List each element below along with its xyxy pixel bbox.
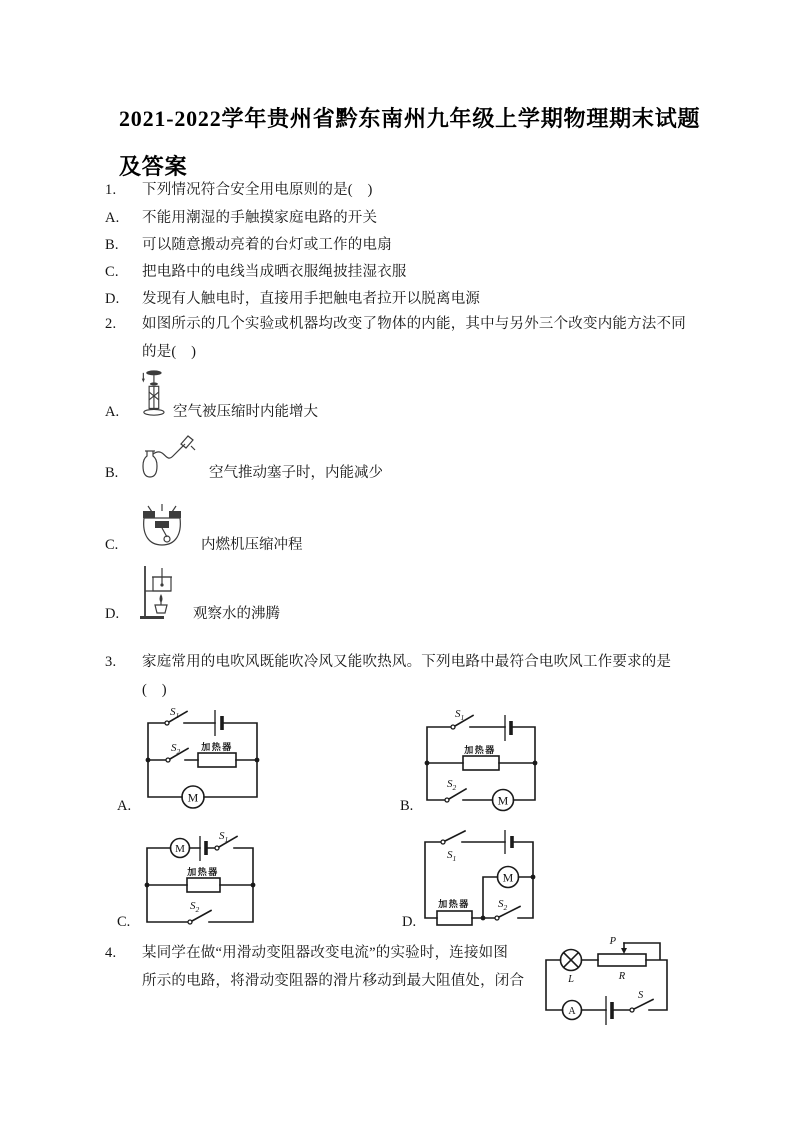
circuit-d-diagram: [420, 828, 538, 928]
q1-stem-text: 下列情况符合安全用电原则的是( ): [142, 182, 373, 198]
q2-number: 2.: [105, 316, 117, 332]
q2-option-c-text: 内燃机压缩冲程: [201, 537, 303, 553]
q3-number: 3.: [105, 654, 117, 670]
q4-stem-text2: 所示的电路，将滑动变阻器的滑片移动到最大阻值处，闭合: [142, 973, 525, 989]
q2-option-b-text: 空气推动塞子时，内能减少: [209, 465, 383, 481]
circuit-b-diagram: [420, 702, 540, 812]
switch-s1-label: $S_1$: [219, 830, 229, 844]
rheostat-label: R: [618, 971, 626, 982]
q1-option-a-label: A.: [105, 210, 120, 226]
circuit-c-diagram: [140, 828, 260, 930]
junction-dot: [251, 883, 256, 888]
q4-stem-text1: 某同学在做“用滑动变阻器改变电流”的实验时，连接如图: [142, 945, 509, 961]
junction-dot: [425, 761, 430, 766]
q1-option-c-text: 把电路中的电线当成晒衣服绳披挂湿衣服: [142, 264, 407, 280]
boiling-water-icon: [139, 564, 175, 621]
junction-dot: [531, 875, 536, 880]
heater-box: [198, 753, 236, 767]
heater-box: [437, 911, 472, 925]
q2-option-b: [105, 434, 383, 480]
circuit-b-wires: [427, 727, 535, 800]
motor-label: M: [175, 843, 185, 855]
motor-label: M: [187, 790, 199, 805]
junction-dot: [146, 758, 151, 763]
lamp-label: L: [568, 974, 574, 985]
junction-dot: [481, 916, 486, 921]
switch-s2-icon: [188, 911, 211, 925]
q2-option-d-text: 观察水的沸腾: [193, 606, 280, 622]
slider-label: P: [609, 936, 616, 947]
lamp-icon: [561, 950, 582, 971]
q3-circuit-c-label: C.: [117, 914, 131, 930]
flask-drawing: [143, 436, 195, 477]
page-title-line2: 及答案: [119, 154, 188, 179]
q1-option-b: [105, 233, 392, 254]
q2-option-a: [105, 369, 318, 419]
q2-option-a-label: A.: [105, 404, 120, 420]
q1-option-c-label: C.: [105, 264, 119, 280]
q3-stem-text2: ( ): [142, 682, 167, 698]
battery-icon: [606, 996, 612, 1025]
q1-option-c: [105, 260, 407, 281]
junction-dot: [255, 758, 260, 763]
heater-label: 加热器: [464, 745, 496, 755]
heater-label: 加热器: [438, 899, 470, 909]
heater-label: 加热器: [187, 867, 219, 877]
page-title: [119, 95, 719, 191]
junction-dot: [533, 761, 538, 766]
q1-option-a: [105, 206, 377, 227]
q1-stem: [105, 178, 373, 199]
q4-number: 4.: [105, 945, 117, 961]
circuit-a-diagram: [140, 702, 265, 812]
q2-option-d-label: D.: [105, 606, 120, 622]
q2-option-d: [105, 564, 280, 621]
q2-stem: [105, 312, 686, 333]
ammeter-label: A: [568, 1006, 576, 1017]
q3-stem-text1: 家庭常用的电吹风既能吹冷风又能吹热风。下列电路中最符合电吹风工作要求的是: [142, 654, 672, 670]
circuit-a-wires: [148, 723, 257, 797]
switch-s2-label: $S_2$: [171, 742, 181, 756]
q1-option-a-text: 不能用潮湿的手触摸家庭电路的开关: [142, 210, 378, 226]
switch-s2-label: $S_2$: [498, 898, 508, 912]
motor-icon: [171, 839, 190, 858]
rheostat-icon: [598, 943, 646, 966]
q1-option-b-text: 可以随意搬动亮着的台灯或工作的电扇: [142, 237, 392, 253]
switch-s1-label: $S_1$: [455, 708, 465, 722]
q3-circuit-d-label: D.: [402, 914, 417, 930]
battery-icon: [200, 836, 206, 861]
motor-label: M: [497, 793, 509, 808]
q2-stem-text2: 的是( ): [142, 344, 197, 360]
heater-box: [463, 756, 499, 770]
engine-drawing: [143, 504, 181, 545]
q2-option-c: [105, 503, 303, 552]
heater-box: [187, 878, 220, 892]
q3-circuit-b-label: B.: [400, 798, 414, 814]
q2-option-c-label: C.: [105, 537, 119, 553]
switch-label: S: [638, 990, 644, 1001]
q3-stem: [105, 650, 671, 671]
heater-label: 加热器: [201, 742, 233, 752]
q1-number: 1.: [105, 182, 117, 198]
q2-option-b-label: B.: [105, 465, 119, 481]
air-pump-icon: [139, 369, 165, 419]
battery-icon: [505, 830, 512, 854]
q4-circuit-diagram: [540, 932, 675, 1032]
motor-icon: [182, 786, 204, 808]
q2-option-a-text: 空气被压缩时内能增大: [173, 404, 318, 420]
battery-icon: [215, 710, 222, 736]
q4-stem: [105, 941, 508, 962]
air-pump-drawing: [142, 370, 164, 415]
q1-option-d-label: D.: [105, 291, 120, 307]
motor-icon: [493, 790, 514, 811]
motor-label: M: [502, 870, 514, 885]
switch-s2-label: $S_2$: [190, 900, 200, 914]
switch-s1-label: $S_1$: [447, 849, 457, 863]
boiling-water-drawing: [140, 566, 172, 619]
switch-s2-label: $S_2$: [447, 778, 457, 792]
page-title-line1: 2021-2022学年贵州省黔东南州九年级上学期物理期末试题: [119, 106, 701, 131]
engine-icon: [139, 503, 185, 552]
flask-and-stopper-icon: [139, 434, 197, 480]
q2-stem-text1: 如图所示的几个实验或机器均改变了物体的内能，其中与另外三个改变内能方法不同: [142, 316, 686, 332]
q1-option-d-text: 发现有人触电时，直接用手把触电者拉开以脱离电源: [142, 291, 481, 307]
q1-option-d: [105, 287, 480, 308]
q3-circuit-a-label: A.: [117, 798, 132, 814]
junction-dot: [145, 883, 150, 888]
motor-icon: [498, 867, 519, 888]
battery-icon: [505, 715, 511, 741]
ammeter-icon: [563, 1001, 582, 1020]
switch-s1-label: $S_1$: [170, 706, 180, 720]
q1-option-b-label: B.: [105, 237, 119, 253]
